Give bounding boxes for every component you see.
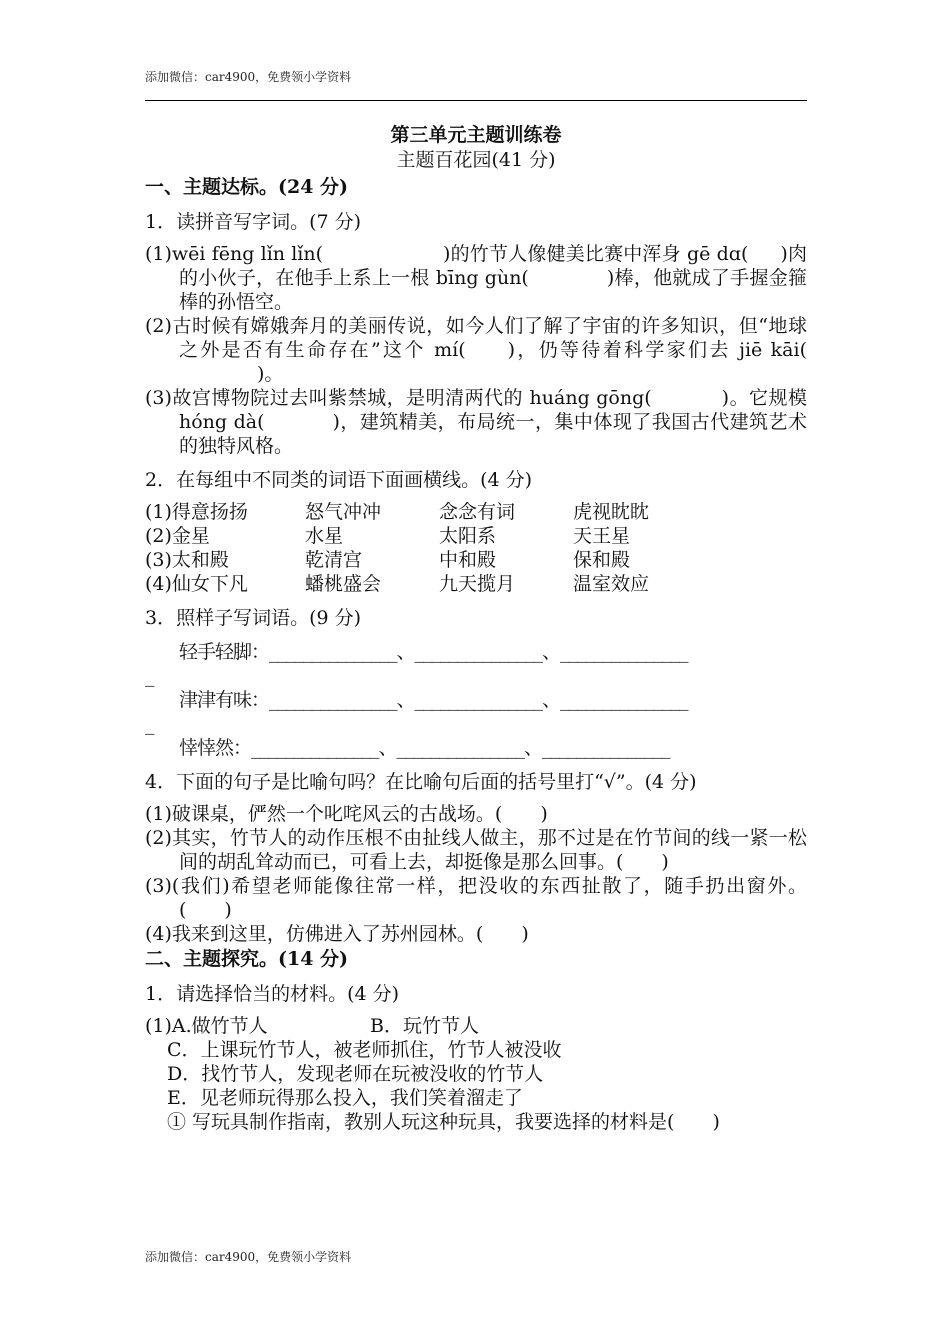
question-1-item-3 [145,386,807,458]
sentence-1[interactable]: (1)破课桌，俨然一个叱咤风云的古战场。( ) [145,803,548,825]
sentence-2[interactable]: (2)其实，竹节人的动作压根不由扯线人做主，那不过是在竹节间的线一紧一松间的胡乱耸动而已，可看上去，却挺像是那么回事。( ) [145,827,807,873]
page-subtitle: 主题百花园(41 分) [396,149,556,171]
word-cell[interactable]: (3)太和殿 [145,549,229,571]
word-group-row [145,524,807,548]
word-cell[interactable]: 太阳系 [439,525,497,547]
option-c: C．上课玩竹节人，被老师抓住，竹节人被没收 [167,1039,562,1061]
item-2-text-c: )。 [257,363,284,385]
item-3-text-b: )。它规模 hóng dà( [179,387,807,433]
sub-question-1[interactable]: ① 写玩具制作指南，教别人玩这种玩具，我要选择的材料是( ) [167,1111,720,1133]
option-d: D．找竹节人，发现老师在玩被没收的竹节人 [167,1063,544,1085]
item-3-text-c: )，建筑精美，布局统一，集中体现了我国古代建筑艺术的独特风格。 [179,411,807,457]
header-watermark: 添加微信：car4900，免费领小学资料 [145,70,352,84]
item-1-text-d: )棒，他就成了手握金箍棒的孙悟空。 [179,267,807,313]
word-cell[interactable]: 蟠桃盛会 [305,573,382,595]
item-2-text-a: (2)古时候有嫦娥奔月的美丽传说，如今人们了解了宇宙的许多知识，但“地球之外是否有生命存在”这个 mí( [145,315,807,361]
option-a: (1)A.做竹节人 [145,1015,268,1037]
question-3-heading: 3．照样子写词语。(9 分) [145,607,362,629]
word-cell[interactable]: 怒气冲冲 [305,501,382,523]
sentence-3[interactable]: (3)(我们)希望老师能像往常一样，把没收的东西扯散了，随手扔出窗外。( ) [145,875,807,921]
question-1-item-2 [145,314,807,386]
sentence-4[interactable]: (4)我来到这里，仿佛进入了苏州园林。( ) [145,923,529,945]
word-group-row [145,572,807,596]
word-group-table [145,500,807,596]
fill-row-3[interactable]: 悻悻然：_______________、_______________、_______________ [179,737,670,759]
item-3-text-a: (3)故宫博物院过去叫紫禁城，是明清两代的 huáng gōng( [145,387,652,409]
worksheet-content [145,122,807,1134]
word-cell[interactable]: 九天揽月 [439,573,516,595]
question-2-heading: 2．在每组中不同类的词语下面画横线。(4 分) [145,469,533,491]
word-group-row [145,500,807,524]
question-5-heading: 1．请选择恰当的材料。(4 分) [145,983,400,1005]
page-title: 第三单元主题训练卷 [390,124,562,146]
item-1-text-b: )的竹节人像健美比赛中浑身 gē dɑ( [443,243,749,265]
question-4-heading: 4．下面的句子是比喻句吗？在比喻句后面的括号里打“√”。(4 分) [145,771,697,793]
footer-watermark: 添加微信：car4900，免费领小学资料 [145,1250,352,1264]
line-wrap-mark: _ [145,713,155,735]
section-heading-2: 二、主题探究。(14 分) [145,948,349,970]
fill-row-2[interactable]: 津津有味：_______________、_______________、_______________ [179,689,688,711]
question-1-heading: 1．读拼音写字词。(7 分) [145,211,362,233]
section-heading-1: 一、主题达标。(24 分) [145,176,349,198]
word-group-row [145,548,807,572]
word-cell[interactable]: 虎视眈眈 [573,501,650,523]
item-1-text-c: )肉的小伙子，在他手上系上一根 bīng gùn( [179,243,807,289]
word-cell[interactable]: (2)金星 [145,525,210,547]
word-cell[interactable]: 念念有词 [439,501,516,523]
word-cell[interactable]: 保和殿 [573,549,631,571]
line-wrap-mark: _ [145,665,155,687]
word-cell[interactable]: (4)仙女下凡 [145,573,248,595]
word-cell[interactable]: 中和殿 [439,549,497,571]
question-1-item-1 [145,242,807,314]
option-b: B．玩竹节人 [370,1015,479,1037]
option-e: E．见老师玩得那么投入，我们笑着溜走了 [167,1087,523,1109]
option-row-ab [145,1014,807,1038]
item-2-text-b: )，仍等待着科学家们去 jiē kāi( [507,339,807,361]
word-cell[interactable]: (1)得意扬扬 [145,501,248,523]
word-cell[interactable]: 天王星 [573,525,631,547]
fill-row-1[interactable]: 轻手轻脚：_______________、_______________、_______________ [179,641,688,663]
material-options [145,1014,807,1134]
word-cell[interactable]: 温室效应 [573,573,650,595]
word-cell[interactable]: 乾清宫 [305,549,363,571]
item-1-text-a: (1)wēi fēng lǐn lǐn( [145,243,324,265]
word-cell[interactable]: 水星 [305,525,344,547]
header-rule [145,100,807,101]
